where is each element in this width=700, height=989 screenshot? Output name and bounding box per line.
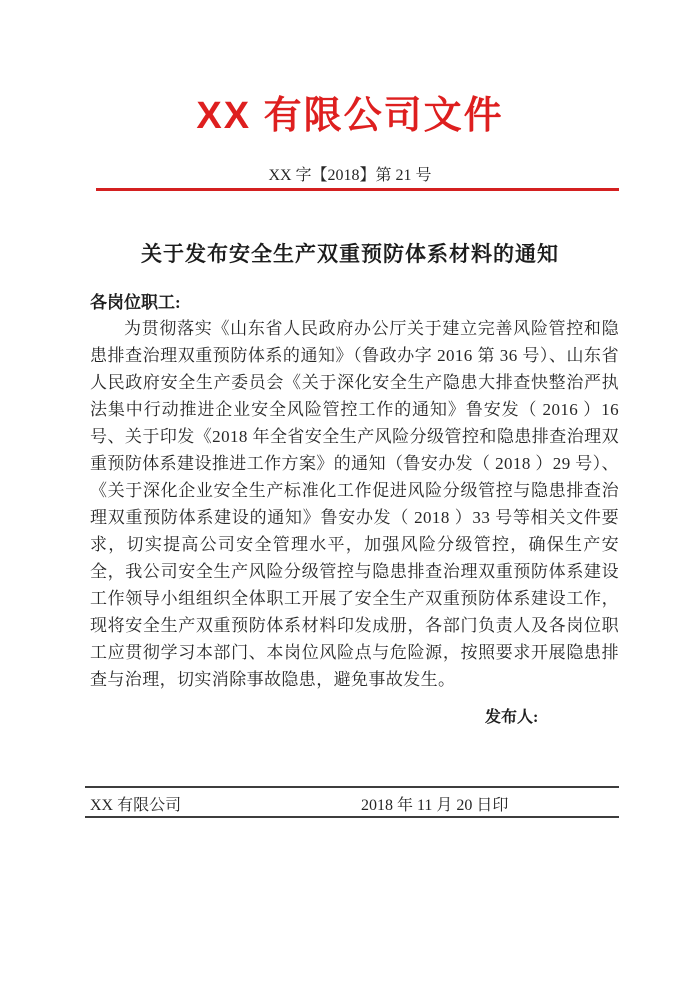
red-divider-rule <box>96 188 619 191</box>
salutation: 各岗位职工: <box>90 293 181 312</box>
publisher-label: 发布人: <box>485 709 539 726</box>
footer-company-name: XX 有限公司 <box>90 797 182 814</box>
company-title: XX 有限公司文件 <box>196 95 504 137</box>
document-number: XX 字【2018】第 21 号 <box>268 167 432 184</box>
document-title: 关于发布安全生产双重预防体系材料的通知 <box>141 242 559 266</box>
footer-bar <box>85 786 619 818</box>
footer-print-date: 2018 年 11 月 20 日印 <box>361 797 509 814</box>
body-paragraph: 为贯彻落实《山东省人民政府办公厅关于建立完善风险管控和隐患排查治理双重预防体系的通知》（鲁政办字 2016 第 36 号）、山东省人民政府安全生产委员会《关于深化安全生产隐患大排查快整治严执法集中行动推进企业安全风险管控工作的通知》鲁安发（ 2016 ）16 号、关于印发《2018 年全省安全生产风险分级管控和隐患排查治理双重预防体系建设推进工作方案》的通知（鲁安办发（ 2018 ）29 号）、《关于深化企业安全生产标准化工作促进风险分级管控与隐患排查治理双重预防体系建设的通知》鲁安办发（ 2018 ）33 号等相关文件要求，切实提高公司安全管理水平，加强风险分级管控，确保生产安全，我公司安全生产风险分级管控与隐患排查治理双重预防体系建设工作领导小组组织全体职工开展了安全生产双重预防体系建设工作，现将安全生产双重预防体系材料印发成册，各部门负责人及各岗位职工应贯彻学习本部门、本岗位风险点与危险源，按照要求开展隐患排查与治理，切实消除事故隐患，避免事故发生。 <box>90 319 619 689</box>
